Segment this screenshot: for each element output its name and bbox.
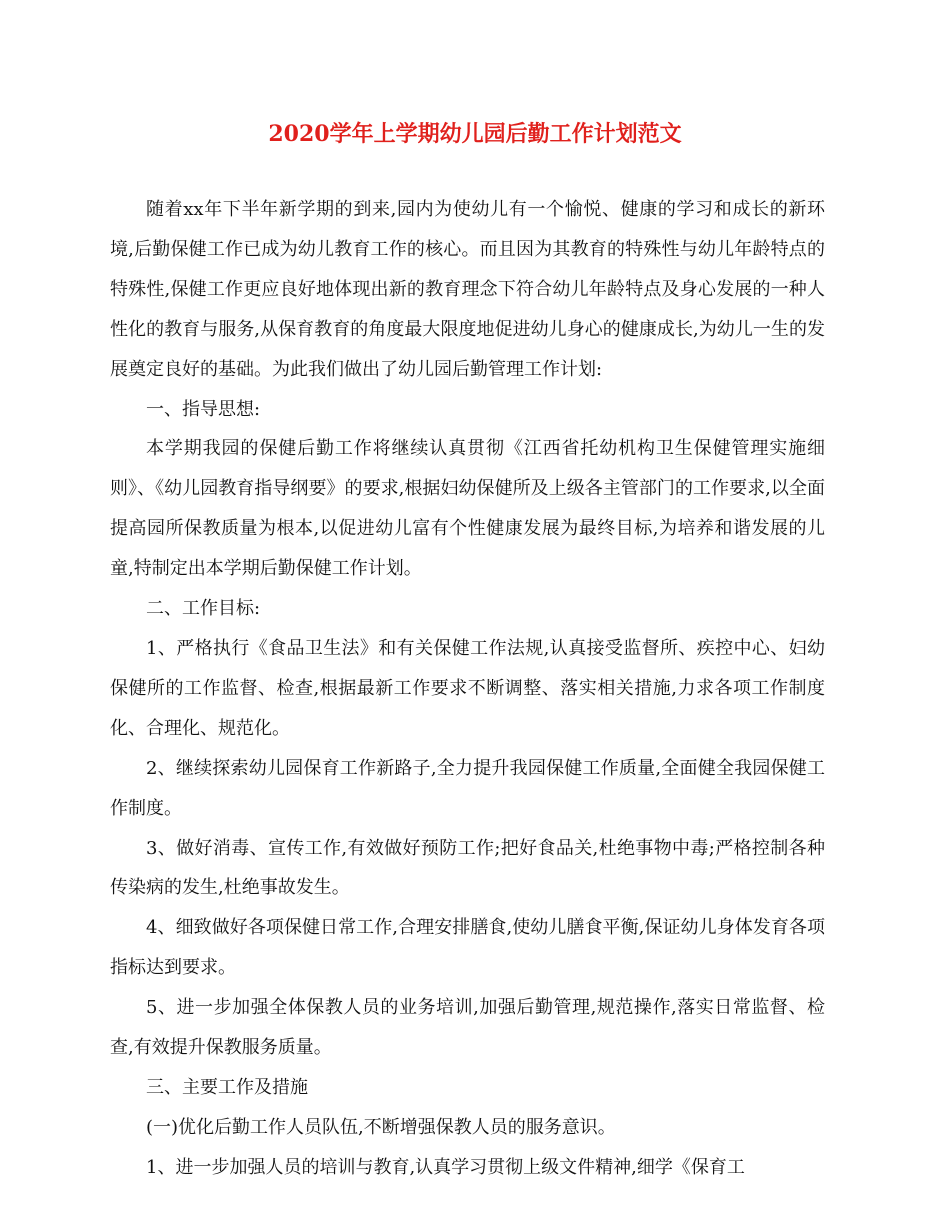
section-heading-main-work: 三、主要工作及措施 <box>146 1076 308 1098</box>
section-heading-guiding-thought: 一、指导思想: <box>146 398 261 420</box>
paragraph-goal-2: 2、继续探索幼儿园保育工作新路子,全力提升我园保健工作质量,全面健全我园保健工作制度。 <box>110 757 825 819</box>
paragraph-intro: 随着xx年下半年新学期的到来,园内为使幼儿有一个愉悦、健康的学习和成长的新环境,后勤保健工作已成为幼儿教育工作的核心。而且因为其教育的特殊性与幼儿年龄特点的特殊性,保健工作更应良好地体现出新的教育理念下符合幼儿年龄特点及身心发展的一种人性化的教育与服务,从保育教育的角度最大限度地促进幼儿身心的健康成长,为幼儿一生的发展奠定良好的基础。为此我们做出了幼儿园后勤管理工作计划: <box>110 199 825 380</box>
subsection-heading-1: (一)优化后勤工作人员队伍,不断增强保教人员的服务意识。 <box>146 1116 616 1138</box>
paragraph-goal-3: 3、做好消毒、宣传工作,有效做好预防工作;把好食品关,杜绝事物中毒;严格控制各种传染病的发生,杜绝事故发生。 <box>110 837 825 899</box>
paragraph-goal-1: 1、严格执行《食品卫生法》和有关保健工作法规,认真接受监督所、疾控中心、妇幼保健所的工作监督、检查,根据最新工作要求不断调整、落实相关措施,力求各项工作制度化、合理化、规范化。 <box>110 637 825 739</box>
document-body <box>110 190 825 1188</box>
section-heading-work-goals: 二、工作目标: <box>146 598 261 620</box>
paragraph-measure-1: 1、进一步加强人员的培训与教育,认真学习贯彻上级文件精神,细学《保育工 <box>146 1156 745 1178</box>
paragraph-guiding-thought: 本学期我园的保健后勤工作将继续认真贯彻《江西省托幼机构卫生保健管理实施细则》、《幼儿园教育指导纲要》的要求,根据妇幼保健所及上级各主管部门的工作要求,以全面提高园所保教质量为根本,以促进幼儿富有个性健康发展为最终目标,为培养和谐发展的儿童,特制定出本学期后勤保健工作计划。 <box>110 438 825 580</box>
paragraph-goal-5: 5、进一步加强全体保教人员的业务培训,加强后勤管理,规范操作,落实日常监督、检查,有效提升保教服务质量。 <box>110 997 825 1059</box>
paragraph-goal-4: 4、细致做好各项保健日常工作,合理安排膳食,使幼儿膳食平衡,保证幼儿身体发育各项指标达到要求。 <box>110 917 825 979</box>
document-title: 2020学年上学期幼儿园后勤工作计划范文 <box>268 121 682 147</box>
